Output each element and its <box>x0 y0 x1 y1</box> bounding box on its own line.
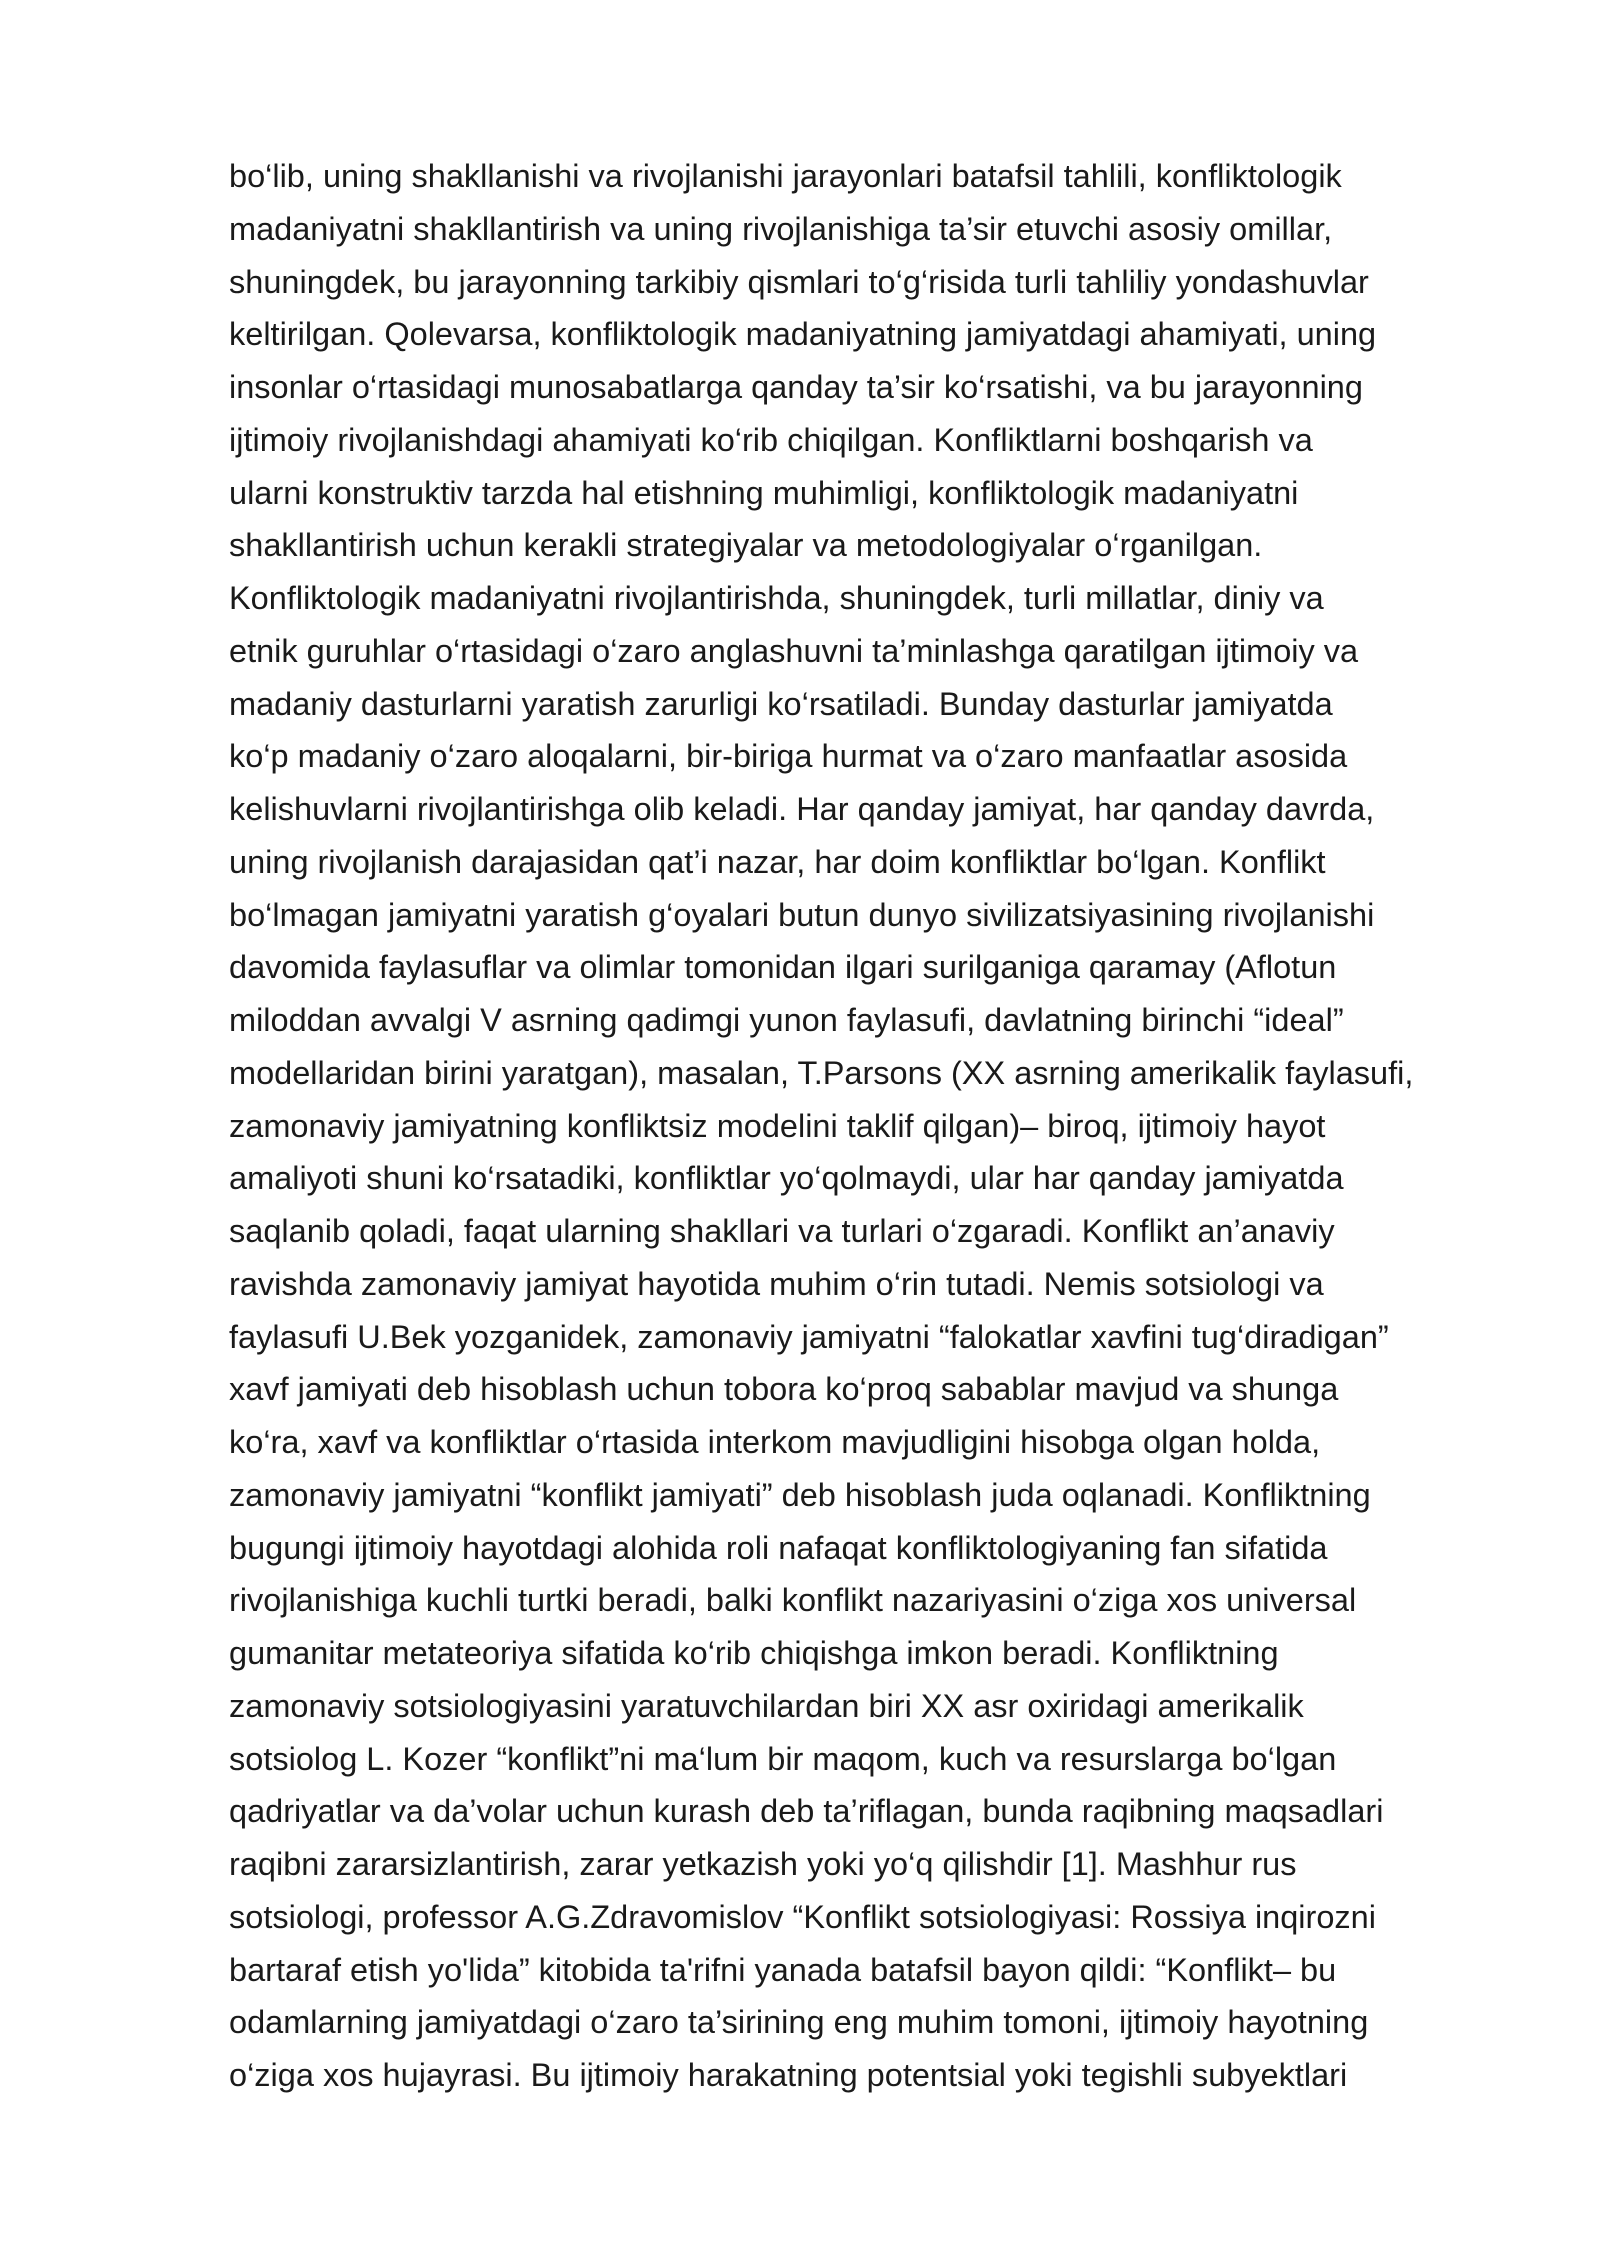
text-line-15: bo‘lmagan jamiyatni yaratish g‘oyalari butun dunyo sivilizatsiyasining rivojlanishi <box>229 896 1375 933</box>
text-line-21: saqlanib qoladi, faqat ularning shakllari va turlari o‘zgaradi. Konflikt an’anaviy <box>229 1213 1335 1249</box>
text-line-37: o‘ziga xos hujayrasi. Bu ijtimoiy harakatning potentsial yoki tegishli subyektlari <box>229 2057 1348 2093</box>
text-line-23: faylasufi U.Bek yozganidek, zamonaviy jamiyatni “falokatlar xavfini tug‘diradigan” <box>229 1318 1389 1355</box>
text-line-20: amaliyoti shuni ko‘rsatadiki, konfliktlar yo‘qolmaydi, ular har qanday jamiyatda <box>229 1160 1344 1197</box>
text-line-26: zamonaviy jamiyatni “konflikt jamiyati” deb hisoblash juda oqlanadi. Konfliktning <box>229 1476 1371 1513</box>
text-line-19: zamonaviy jamiyatning konfliktsiz modelini taklif qilgan)– biroq, ijtimoiy hayot <box>229 1107 1326 1144</box>
text-line-2: madaniyatni shakllantirish va uning rivojlanishiga ta’sir etuvchi asosiy omillar, <box>229 210 1333 247</box>
text-line-34: sotsiologi, professor A.G.Zdravomislov “Konflikt sotsiologiyasi: Rossiya inqirozni <box>229 1898 1376 1935</box>
text-line-12: ko‘p madaniy o‘zaro aloqalarni, bir-biriga hurmat va o‘zaro manfaatlar asosida <box>229 738 1348 775</box>
text-line-35: bartaraf etish yo'lida” kitobida ta'rifni yanada batafsil bayon qildi: “Konflikt– bu <box>229 1951 1337 1988</box>
text-line-36: odamlarning jamiyatdagi o‘zaro ta’sirining eng muhim tomoni, ijtimoiy hayotning <box>229 2004 1369 2041</box>
text-line-7: ularni konstruktiv tarzda hal etishning muhimligi, konfliktologik madaniyatni <box>229 474 1299 511</box>
text-line-9: Konfliktologik madaniyatni rivojlantirishda, shuningdek, turli millatlar, diniy va <box>229 580 1324 616</box>
text-line-24: xavf jamiyati deb hisoblash uchun tobora ko‘proq sabablar mavjud va shunga <box>229 1371 1339 1408</box>
text-line-28: rivojlanishiga kuchli turtki beradi, balki konflikt nazariyasini o‘ziga xos universal <box>229 1582 1357 1619</box>
text-line-32: qadriyatlar va da’volar uchun kurash deb ta’riflagan, bunda raqibning maqsadlari <box>229 1793 1384 1830</box>
text-line-22: ravishda zamonaviy jamiyat hayotida muhim o‘rin tutadi. Nemis sotsiologi va <box>229 1265 1324 1302</box>
text-line-11: madaniy dasturlarni yaratish zarurligi ko‘rsatiladi. Bunday dasturlar jamiyatda <box>229 685 1333 722</box>
text-line-4: keltirilgan. Qolevarsa, konfliktologik madaniyatning jamiyatdagi ahamiyati, uning <box>229 316 1377 353</box>
body-text <box>229 150 1529 2102</box>
text-line-17: miloddan avvalgi V asrning qadimgi yunon faylasufi, davlatning birinchi “ideal” <box>229 1002 1344 1038</box>
text-line-25: ko‘ra, xavf va konfliktlar o‘rtasida interkom mavjudligini hisobga olgan holda, <box>229 1424 1321 1460</box>
text-line-3: shuningdek, bu jarayonning tarkibiy qismlari to‘g‘risida turli tahliliy yondashuvlar <box>229 263 1369 300</box>
text-line-33: raqibni zararsizlantirish, zarar yetkazish yoki yo‘q qilishdir [1]. Mashhur rus <box>229 1846 1297 1882</box>
text-line-30: zamonaviy sotsiologiyasini yaratuvchilardan biri XX asr oxiridagi amerikalik <box>229 1687 1304 1724</box>
text-line-16: davomida faylasuflar va olimlar tomonidan ilgari surilganiga qaramay (Aflotun <box>229 949 1337 986</box>
text-line-31: sotsiolog L. Kozer “konflikt”ni ma‘lum bir maqom, kuch va resurslarga bo‘lgan <box>229 1740 1337 1777</box>
text-line-27: bugungi ijtimoiy hayotdagi alohida roli nafaqat konfliktologiyaning fan sifatida <box>229 1529 1328 1566</box>
text-line-1: bo‘lib, uning shakllanishi va rivojlanishi jarayonlari batafsil tahlili, konfliktologik <box>229 158 1342 194</box>
text-line-29: gumanitar metateoriya sifatida ko‘rib chiqishga imkon beradi. Konfliktning <box>229 1635 1279 1671</box>
text-line-8: shakllantirish uchun kerakli strategiyalar va metodologiyalar o‘rganilgan. <box>229 527 1263 564</box>
text-line-18: modellaridan birini yaratgan), masalan, T.Parsons (XX asrning amerikalik faylasufi, <box>229 1054 1414 1091</box>
text-line-10: etnik guruhlar o‘rtasidagi o‘zaro anglashuvni ta’minlashga qaratilgan ijtimoiy va <box>229 632 1359 669</box>
text-line-6: ijtimoiy rivojlanishdagi ahamiyati ko‘rib chiqilgan. Konfliktlarni boshqarish va <box>229 421 1313 458</box>
text-line-5: insonlar o‘rtasidagi munosabatlarga qanday ta’sir ko‘rsatishi, va bu jarayonning <box>229 369 1363 405</box>
text-line-13: kelishuvlarni rivojlantirishga olib keladi. Har qanday jamiyat, har qanday davrda, <box>229 791 1375 827</box>
text-line-14: uning rivojlanish darajasidan qat’i nazar, har doim konfliktlar bo‘lgan. Konflikt <box>229 843 1326 880</box>
